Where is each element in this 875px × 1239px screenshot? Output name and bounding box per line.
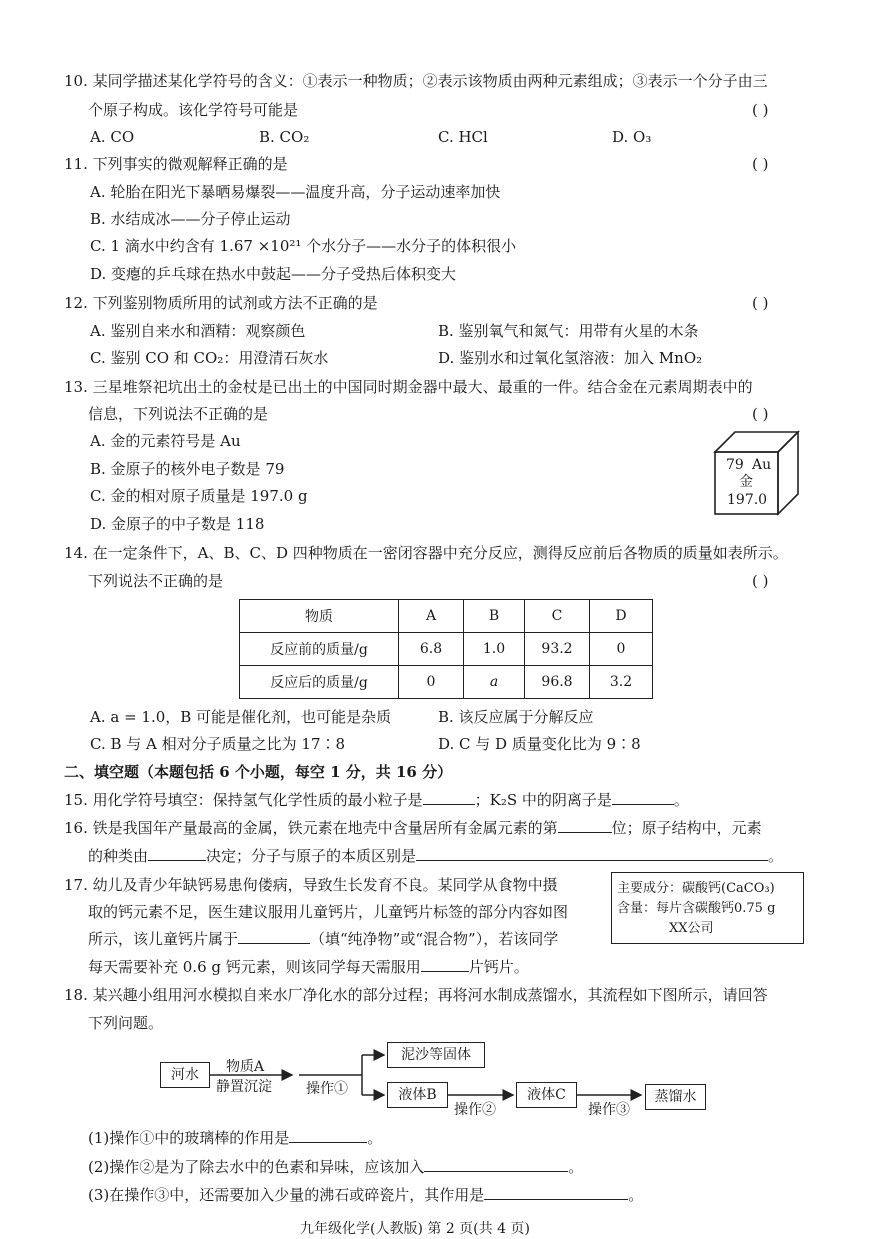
q17-text-4b: 片钙片。 [468,958,529,976]
q15-text-1: 15. 用化学符号填空：保持氢气化学性质的最小粒子是 [64,791,423,809]
q18-sub3-text: (3)在操作③中，还需要加入少量的沸石或碎瓷片，其作用是 [88,1186,485,1204]
q18-sub3 [88,1185,643,1205]
q18-sub1-text: (1)操作①中的玻璃棒的作用是 [88,1129,290,1147]
table-cell: 0 [399,666,464,699]
q11-option-d: D. 变瘪的乒乓球在热水中鼓起——分子受热后体积变大 [90,265,457,283]
q12-answer-paren: ( ) [752,294,769,312]
q12-option-c: C. 鉴别 CO 和 CO₂：用澄清石灰水 [90,349,329,367]
q14-option-c: C. B 与 A 相对分子质量之比为 17∶8 [90,735,346,753]
q17-text-4a: 每天需要补充 0.6 g 钙元素，则该同学每天需服用 [88,958,421,976]
q12-option-d: D. 鉴别水和过氧化氢溶液：加入 MnO₂ [438,349,703,367]
q18-blank-2[interactable] [424,1157,568,1172]
table-header-cell: A [399,600,464,633]
flow-solids: 泥沙等固体 [387,1042,485,1068]
q11-option-c: C. 1 滴水中约含有 1.67 ×10²¹ 个水分子——水分子的体积很小 [90,237,517,255]
flow-settling: 静置沉淀 [216,1079,272,1095]
q16-text-3: 的种类由 [88,847,149,865]
element-name: 金 [739,474,753,490]
table-cell: 反应后的质量/g [240,666,399,699]
q17-line2: 取的钙元素不足，医生建议服用儿童钙片，儿童钙片标签的部分内容如图 [88,903,569,921]
q15-text-3: 。 [673,791,689,809]
q14-answer-paren: ( ) [752,572,769,590]
q12-option-a: A. 鉴别自来水和酒精：观察颜色 [90,322,306,340]
element-atomic-mass: 197.0 [727,492,768,508]
q11-stem: 11. 下列事实的微观解释正确的是 [64,155,288,173]
calcium-label-line3: XX公司 [669,921,714,936]
flow-liquid-c: 液体C [516,1082,577,1108]
q18-sub1-end: 。 [367,1129,383,1147]
q14-stem-line2: 下列说法不正确的是 [88,572,224,590]
q18-sub3-end: 。 [628,1186,644,1204]
q18-sub2 [88,1157,583,1177]
flow-op3: 操作③ [588,1102,630,1118]
q18-sub2-text: (2)操作②是为了除去水中的色素和异味，应该加入 [88,1158,425,1176]
q11-answer-paren: ( ) [752,155,769,173]
q16-text-1: 16. 铁是我国年产量最高的金属，铁元素在地壳中含量居所有金属元素的第 [64,819,558,837]
q18-stem-line2: 下列问题。 [88,1014,164,1032]
q18-sub2-end: 。 [568,1158,584,1176]
page-footer: 九年级化学(人教版) 第 2 页(共 4 页) [300,1221,530,1237]
calcium-label-line1: 主要成分：碳酸钙(CaCO₃) [617,881,775,896]
q13-stem-line2: 信息，下列说法不正确的是 [88,405,269,423]
table-header-cell: D [590,600,653,633]
element-symbol: Au [752,457,772,473]
q13-option-a: A. 金的元素符号是 Au [90,432,241,450]
q10-stem-line1: 10. 某同学描述某化学符号的含义：①表示一种物质；②表示该物质由两种元素组成；③表示一个分子由三 [64,72,768,90]
q10-option-b: B. CO₂ [259,128,310,146]
q18-blank-3[interactable] [484,1185,628,1200]
q17-text-3b: （填“纯净物”或“混合物”），若该同学 [310,930,559,948]
flow-distilled-water: 蒸馏水 [645,1084,706,1110]
q10-answer-paren: ( ) [752,101,769,119]
q18-stem-line1: 18. 某兴趣小组用河水模拟自来水厂净化水的部分过程；再将河水制成蒸馏水，其流程如下图所示，请回答 [64,986,768,1004]
q18-sub1 [88,1128,382,1148]
calcium-label-line2: 含量：每片含碳酸钙0.75 g [617,901,776,916]
q16-text-4: 决定；分子与原子的本质区别是 [206,847,417,865]
q17-line1: 17. 幼儿及青少年缺钙易患佝偻病，导致生长发育不良。某同学从食物中摄 [64,876,558,894]
flow-liquid-b: 液体B [387,1082,448,1108]
table-cell: a [464,666,525,699]
q12-stem: 12. 下列鉴别物质所用的试剂或方法不正确的是 [64,294,378,312]
q11-option-a: A. 轮胎在阳光下暴晒易爆裂——温度升高，分子运动速率加快 [90,183,501,201]
q14-option-d: D. C 与 D 质量变化比为 9∶8 [438,735,641,753]
q18-blank-1[interactable] [289,1128,367,1143]
flow-river-water: 河水 [160,1062,210,1088]
table-cell: 1.0 [464,633,525,666]
q11-option-b: B. 水结成冰——分子停止运动 [90,210,291,228]
table-header-cell: 物质 [240,600,399,633]
q13-answer-paren: ( ) [752,405,769,423]
table-cell: 93.2 [525,633,590,666]
flow-op1: 操作① [306,1081,348,1097]
table-header-cell: C [525,600,590,633]
flow-op2: 操作② [454,1102,496,1118]
q10-option-c: C. HCl [438,128,488,146]
q10-stem-line2: 个原子构成。该化学符号可能是 [88,101,299,119]
q14-stem-line1: 14. 在一定条件下，A、B、C、D 四种物质在一密闭容器中充分反应，测得反应前后各物质的质量如表所示。 [64,544,788,562]
q17-text-3a: 所示，该儿童钙片属于 [88,930,239,948]
q15-text-2: ；K₂S 中的阴离子是 [474,791,612,809]
element-atomic-number: 79 [726,457,744,473]
table-cell: 3.2 [590,666,653,699]
table-cell: 0 [590,633,653,666]
q13-stem-line1: 13. 三星堆祭祀坑出土的金杖是已出土的中国同时期金器中最大、最重的一件。结合金在元素周期表中的 [64,378,753,396]
q13-option-d: D. 金原子的中子数是 118 [90,515,265,533]
table-cell: 96.8 [525,666,590,699]
q16-text-5: 。 [768,847,784,865]
q10-option-d: D. O₃ [612,128,652,146]
q16-text-2: 位；原子结构中，元素 [611,819,762,837]
table-header-cell: B [464,600,525,633]
q13-option-b: B. 金原子的核外电子数是 79 [90,460,285,478]
table-cell: 反应前的质量/g [240,633,399,666]
section-heading: 二、填空题（本题包括 6 个小题，每空 1 分，共 16 分） [64,763,453,781]
q12-option-b: B. 鉴别氧气和氮气：用带有火星的木条 [438,322,699,340]
q14-option-a: A. a = 1.0，B 可能是催化剂，也可能是杂质 [90,708,392,726]
q10-option-a: A. CO [90,128,135,146]
q13-option-c: C. 金的相对原子质量是 197.0 g [90,487,308,505]
q14-option-b: B. 该反应属于分解反应 [438,708,594,726]
flow-material-a: 物质A [226,1059,265,1075]
table-cell: 6.8 [399,633,464,666]
